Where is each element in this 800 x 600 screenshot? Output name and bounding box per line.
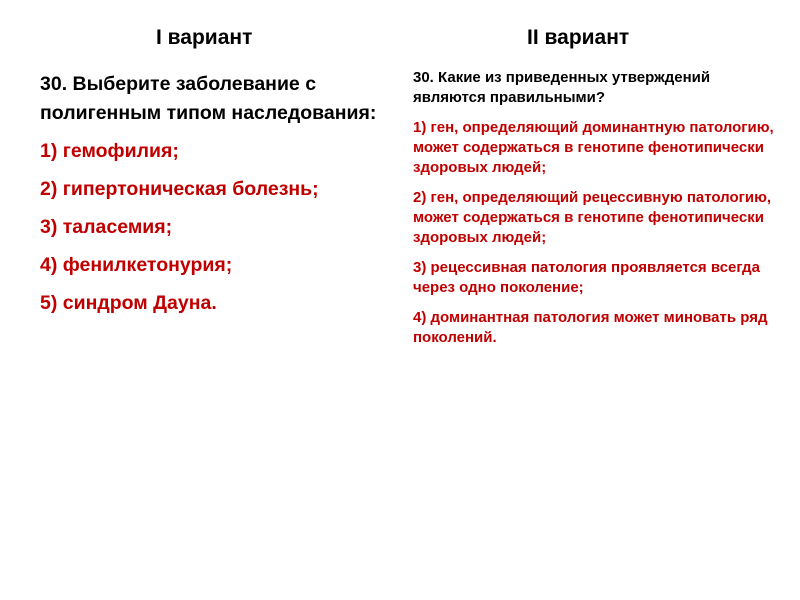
variant-2-title: II вариант [527,26,630,49]
variant-1-column [40,70,385,327]
variant-1-option-4: 4) фенилкетонурия; [40,254,233,276]
variant-2-option-2: 2) ген, определяющий рецессивную патологию, может содержаться в генотипе фенотипически здоровых людей; [413,189,772,246]
variant-1-option-3: 3) таласемия; [40,216,173,238]
variant-2-option-1: 1) ген, определяющий доминантную патологию, может содержаться в генотипе фенотипически здоровых людей; [413,119,774,176]
variant-1-title: I вариант [156,26,253,49]
variant-1-option-5: 5) синдром Дауна. [40,292,217,314]
variant-2-option-3: 3) рецессивная патология проявляется всегда через одно поколение; [413,259,760,296]
variant-1-option-1: 1) гемофилия; [40,140,179,162]
variant-2-question: 30. Какие из приведенных утверждений являются правильными? [413,69,711,106]
variant-2-column [413,68,778,358]
variant-1-question: 30. Выберите заболевание с полигенным типом наследования: [40,73,377,124]
variant-2-option-4: 4) доминантная патология может миновать ряд поколений. [413,309,768,346]
variant-2-options [413,118,778,348]
variant-1-options [40,137,385,318]
variant-1-option-2: 2) гипертоническая болезнь; [40,178,319,200]
